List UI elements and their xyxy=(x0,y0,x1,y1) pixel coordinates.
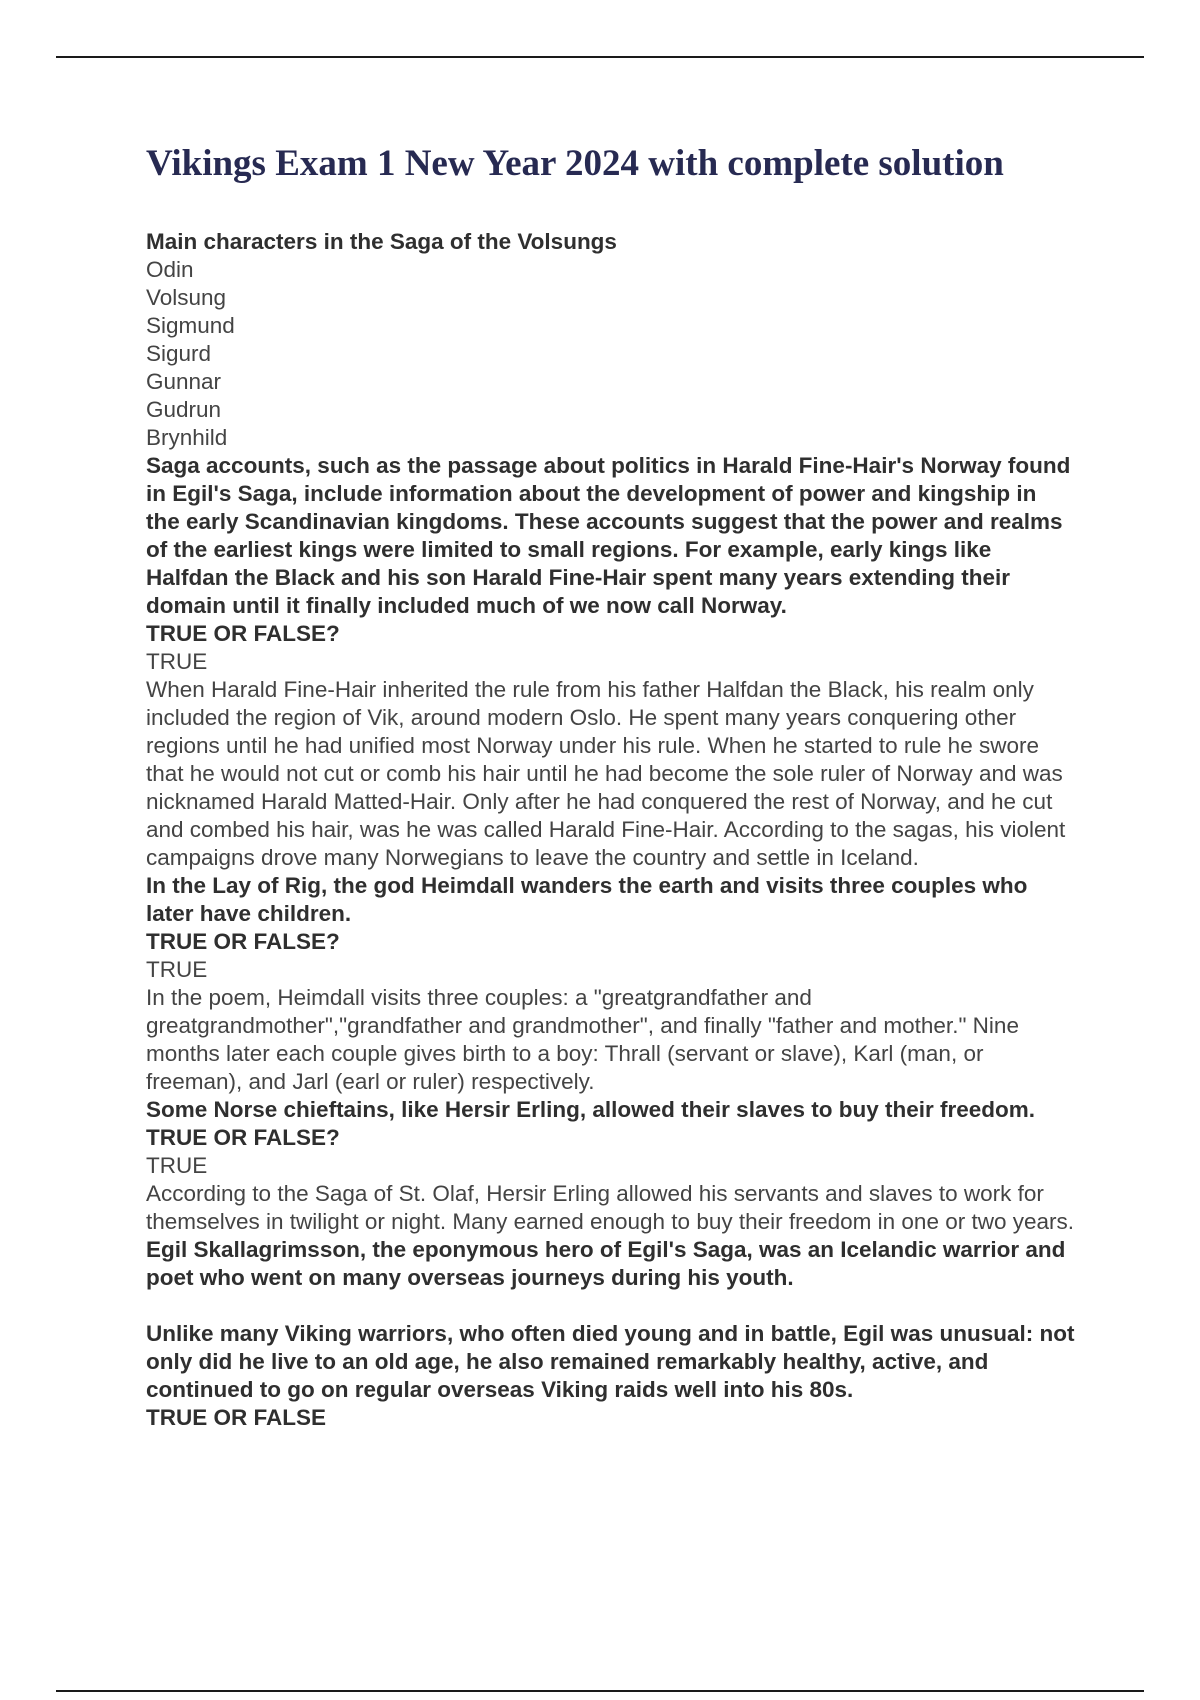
question-prompt: TRUE OR FALSE? xyxy=(146,621,340,646)
question-text: Saga accounts, such as the passage about politics in Harald Fine-Hair's Norway found in Egil's Saga, include information about the development of power and kingship in the early Scandinavian kingdoms. These accounts suggest that the power and realms of the earliest kings were limited to small regions. For example, early kings like Halfdan the Black and his son Harald Fine-Hair spent many years extending their domain until it finally included much of we now call Norway. xyxy=(146,453,1071,618)
answer-line: Sigmund xyxy=(146,313,235,338)
answer-line: Brynhild xyxy=(146,425,228,450)
answer-value: TRUE xyxy=(146,649,208,674)
footer-rule xyxy=(56,1690,1144,1692)
answer-value: TRUE xyxy=(146,1153,208,1178)
question-text: Some Norse chieftains, like Hersir Erling, allowed their slaves to buy their freedom. xyxy=(146,1097,1036,1122)
question-text: Main characters in the Saga of the Volsungs xyxy=(146,229,617,254)
document-title: Vikings Exam 1 New Year 2024 with complete solution xyxy=(146,143,1004,184)
answer-explanation: In the poem, Heimdall visits three couples: a "greatgrandfather and greatgrandmother","grandfather and grandmother", and finally "father and mother." Nine months later each couple gives birth to a boy: Thrall (servant or slave), Karl (man, or freeman), and Jarl (earl or ruler) respectively. xyxy=(146,985,1019,1094)
question-text: In the Lay of Rig, the god Heimdall wanders the earth and visits three couples who later have children. xyxy=(146,873,1028,926)
answer-value: TRUE xyxy=(146,957,208,982)
answer-explanation: According to the Saga of St. Olaf, Hersir Erling allowed his servants and slaves to work for themselves in twilight or night. Many earned enough to buy their freedom in one or two years. xyxy=(146,1181,1075,1234)
answer-line: Odin xyxy=(146,257,194,282)
qa-item-rig xyxy=(146,872,1076,1096)
question-text: Egil Skallagrimsson, the eponymous hero of Egil's Saga, was an Icelandic warrior and poet who went on many overseas journeys during his youth. xyxy=(146,1237,1066,1290)
answer-line: Sigurd xyxy=(146,341,212,366)
question-text-continued: Unlike many Viking warriors, who often died young and in battle, Egil was unusual: not only did he live to an old age, he also remained remarkably healthy, active, and continued to go on regular overseas Viking raids well into his 80s. xyxy=(146,1321,1075,1402)
qa-item-erling xyxy=(146,1096,1076,1236)
answer-line: Gunnar xyxy=(146,369,222,394)
qa-item-volsungs xyxy=(146,228,1076,452)
answer-explanation: When Harald Fine-Hair inherited the rule from his father Halfdan the Black, his realm only included the region of Vik, around modern Oslo. He spent many years conquering other regions until he had unified most Norway under his rule. When he started to rule he swore that he would not cut or comb his hair until he had become the sole ruler of Norway and was nicknamed Harald Matted-Hair. Only after he had conquered the rest of Norway, and he cut and combed his hair, was he was called Harald Fine-Hair. According to the sagas, his violent campaigns drove many Norwegians to leave the country and settle in Iceland. xyxy=(146,677,1066,870)
paragraph-gap xyxy=(146,1292,1076,1320)
answer-line: Gudrun xyxy=(146,397,222,422)
question-prompt: TRUE OR FALSE? xyxy=(146,929,340,954)
qa-item-harald xyxy=(146,452,1076,872)
question-prompt: TRUE OR FALSE? xyxy=(146,1125,340,1150)
answer-line: Volsung xyxy=(146,285,227,310)
document-body xyxy=(146,142,1076,1432)
qa-item-egil xyxy=(146,1236,1076,1432)
question-prompt: TRUE OR FALSE xyxy=(146,1405,327,1430)
header-rule xyxy=(56,56,1144,58)
